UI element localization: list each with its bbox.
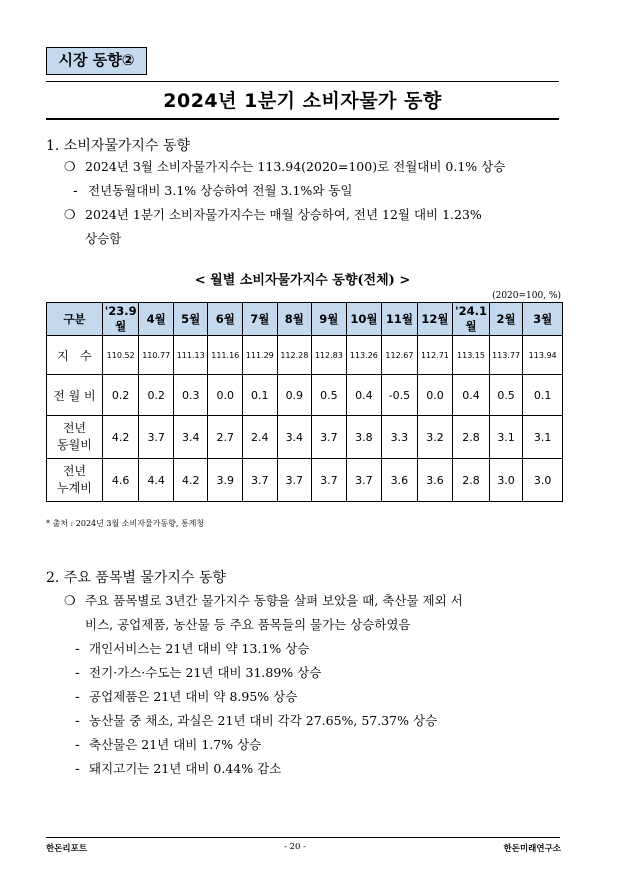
column-header: '24.1월 [453, 303, 490, 336]
table-cell: 0.5 [312, 375, 347, 416]
table-cell: 0.1 [523, 375, 563, 416]
table-cell: 113.94 [523, 336, 563, 375]
table-cell: 0.0 [417, 375, 453, 416]
section2-bullet-1: 주요 품목별로 3년간 물가지수 동향을 살펴 보았을 때, 축산물 제외 서 [85, 593, 463, 608]
table-cell: 0.4 [346, 375, 382, 416]
section2-bullet-1-cont: 비스, 공업제품, 농산물 등 주요 품목들의 물가는 상승하였음 [85, 617, 411, 632]
table-cell: 0.4 [453, 375, 490, 416]
column-header: 6월 [208, 303, 243, 336]
section1-bullet-3-cont: 상승함 [85, 231, 122, 246]
table-cell: 3.7 [139, 416, 174, 459]
bullet-marker: ❍ [64, 594, 76, 609]
dash-marker: - [75, 642, 80, 657]
table-row [47, 375, 563, 416]
table-cell: 2.8 [453, 416, 490, 459]
column-header: 11월 [382, 303, 418, 336]
table-caption: < 월별 소비자물가지수 동향(전체) > [194, 273, 411, 288]
table-cell: 3.6 [382, 459, 418, 502]
table-cell: 0.9 [277, 375, 312, 416]
section2-item-1: 개인서비스는 21년 대비 약 13.1% 상승 [89, 641, 310, 656]
section2-item-5: 축산물은 21년 대비 1.7% 상승 [89, 737, 262, 752]
dash-marker: - [75, 714, 80, 729]
section2-item-4: 농산물 중 채소, 과실은 21년 대비 각각 27.65%, 57.37% 상승 [89, 713, 438, 728]
table-cell: 3.7 [277, 459, 312, 502]
table-cell: 3.7 [346, 459, 382, 502]
section1-heading: 1. 소비자물가지수 동향 [46, 138, 190, 154]
table-cell: 0.1 [243, 375, 278, 416]
footer-left: 한돈리포트 [46, 844, 88, 854]
column-header: 9월 [312, 303, 347, 336]
table-cell: 111.13 [173, 336, 208, 375]
dash-marker: - [75, 690, 80, 705]
table-source: * 출처 : 2024년 3월 소비자물가동향, 통계청 [46, 519, 205, 528]
table-cell: 111.16 [208, 336, 243, 375]
table-cell: 0.5 [489, 375, 523, 416]
row-label: 전년 누계비 [47, 459, 103, 502]
section2-item-3: 공업제품은 21년 대비 약 8.95% 상승 [89, 689, 298, 704]
table-cell: 112.83 [312, 336, 347, 375]
table-cell: 3.9 [208, 459, 243, 502]
table-cell: 3.2 [417, 416, 453, 459]
table-cell: -0.5 [382, 375, 418, 416]
row-label: 지 수 [47, 336, 103, 375]
table-header-row [47, 303, 563, 336]
table-cell: 3.4 [277, 416, 312, 459]
table-cell: 112.71 [417, 336, 453, 375]
table-cell: 113.77 [489, 336, 523, 375]
table-cell: 113.26 [346, 336, 382, 375]
section-tag: 시장 동향② [46, 47, 147, 75]
table-row [47, 459, 563, 502]
column-header: 구분 [47, 303, 103, 336]
table-cell: 113.15 [453, 336, 490, 375]
table-cell: 110.77 [139, 336, 174, 375]
table-unit: (2020=100, %) [492, 291, 561, 301]
page-number: - 20 - [284, 842, 306, 852]
table-cell: 3.1 [523, 416, 563, 459]
title-bottom-rule [46, 118, 559, 120]
section2-heading: 2. 주요 품목별 물가지수 동향 [46, 570, 226, 586]
dash-marker: - [75, 666, 80, 681]
section1-bullet-1: 2024년 3월 소비자물가지수는 113.94(2020=100)로 전월대비 0.1% 상승 [85, 159, 506, 174]
dash-marker: - [73, 184, 78, 199]
table-cell: 3.8 [346, 416, 382, 459]
footer-right: 한돈미래연구소 [503, 844, 561, 854]
table-cell: 3.7 [243, 459, 278, 502]
table-cell: 0.2 [102, 375, 139, 416]
table-cell: 4.6 [102, 459, 139, 502]
table-cell: 0.0 [208, 375, 243, 416]
table-cell: 3.0 [523, 459, 563, 502]
title-top-rule [46, 81, 559, 82]
section2-item-6: 돼지고기는 21년 대비 0.44% 감소 [89, 761, 282, 776]
table-cell: 2.4 [243, 416, 278, 459]
row-label: 전년 동월비 [47, 416, 103, 459]
table-cell: 112.67 [382, 336, 418, 375]
column-header: 10월 [346, 303, 382, 336]
table-cell: 3.6 [417, 459, 453, 502]
table-cell: 2.8 [453, 459, 490, 502]
section1-bullet-3: 2024년 1분기 소비자물가지수는 매월 상승하여, 전년 12월 대비 1.23% [85, 207, 482, 222]
row-label: 전 월 비 [47, 375, 103, 416]
column-header: 12월 [417, 303, 453, 336]
column-header: 8월 [277, 303, 312, 336]
dash-marker: - [75, 762, 80, 777]
table-cell: 0.2 [139, 375, 174, 416]
dash-marker: - [75, 738, 80, 753]
table-cell: 2.7 [208, 416, 243, 459]
table-cell: 112.28 [277, 336, 312, 375]
bullet-marker: ❍ [64, 208, 76, 223]
column-header: 5월 [173, 303, 208, 336]
page-title: 2024년 1분기 소비자물가 동향 [163, 90, 442, 112]
column-header: 3월 [523, 303, 563, 336]
table-cell: 3.0 [489, 459, 523, 502]
table-cell: 3.7 [312, 416, 347, 459]
column-header: 4월 [139, 303, 174, 336]
footer-rule [46, 837, 560, 838]
column-header: '23.9월 [102, 303, 139, 336]
table-cell: 3.3 [382, 416, 418, 459]
section1-bullet-2: 전년동월대비 3.1% 상승하여 전월 3.1%와 동일 [88, 183, 353, 198]
table-cell: 3.1 [489, 416, 523, 459]
table-cell: 4.2 [102, 416, 139, 459]
table-cell: 3.4 [173, 416, 208, 459]
table-row [47, 336, 563, 375]
cpi-table [46, 302, 563, 502]
table-cell: 0.3 [173, 375, 208, 416]
table-row [47, 416, 563, 459]
column-header: 7월 [243, 303, 278, 336]
column-header: 2월 [489, 303, 523, 336]
table-cell: 4.4 [139, 459, 174, 502]
table-cell: 110.52 [102, 336, 139, 375]
table-cell: 3.7 [312, 459, 347, 502]
bullet-marker: ❍ [64, 160, 76, 175]
table-cell: 111.29 [243, 336, 278, 375]
section2-item-2: 전기·가스·수도는 21년 대비 31.89% 상승 [89, 665, 322, 680]
table-cell: 4.2 [173, 459, 208, 502]
